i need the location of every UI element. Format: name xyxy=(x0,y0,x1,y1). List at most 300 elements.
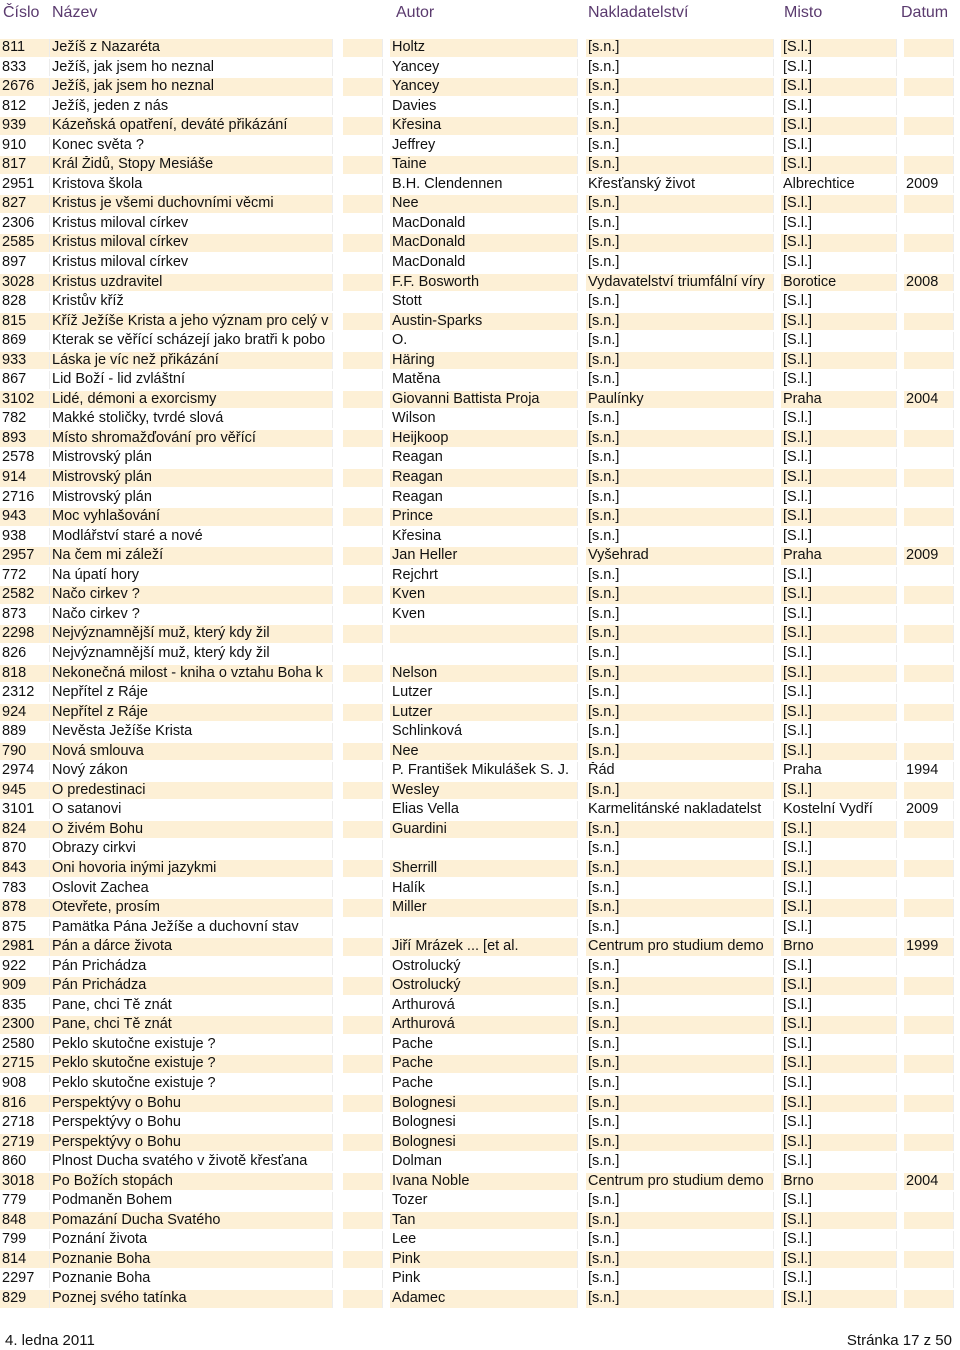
cell-empty xyxy=(343,508,383,526)
cell-empty xyxy=(343,1016,383,1034)
cell-empty xyxy=(343,98,383,116)
cell-place: [S.l.] xyxy=(781,567,897,585)
table-row xyxy=(0,996,960,1016)
cell-author: Matěna xyxy=(390,371,578,389)
table-row xyxy=(0,390,960,410)
cell-place: [S.l.] xyxy=(781,665,897,683)
cell-place: Albrechtice xyxy=(781,176,897,194)
cell-place: [S.l.] xyxy=(781,997,897,1015)
cell-place: [S.l.] xyxy=(781,1251,897,1269)
cell-empty xyxy=(343,840,383,858)
cell-author: MacDonald xyxy=(390,234,578,252)
cell-place: [S.l.] xyxy=(781,1075,897,1093)
cell-author: Křesina xyxy=(390,117,578,135)
column-header-id: Číslo xyxy=(3,4,40,21)
cell-id: 2300 xyxy=(0,1016,50,1034)
cell-empty xyxy=(343,137,383,155)
cell-id: 2312 xyxy=(0,684,50,702)
cell-name: Plnost Ducha svatého v životě křesťana xyxy=(50,1153,333,1171)
cell-year xyxy=(904,958,954,976)
cell-id: 2718 xyxy=(0,1114,50,1132)
footer-page-number: Stránka 17 z 50 xyxy=(846,1332,952,1349)
cell-name: Kristův kříž xyxy=(50,293,333,311)
table-row xyxy=(0,38,960,58)
cell-year xyxy=(904,1114,954,1132)
cell-publisher: [s.n.] xyxy=(586,254,774,272)
cell-place: [S.l.] xyxy=(781,821,897,839)
cell-name: Pán Prichádza xyxy=(50,958,333,976)
cell-author: Jeffrey xyxy=(390,137,578,155)
cell-empty xyxy=(343,1192,383,1210)
cell-id: 867 xyxy=(0,371,50,389)
table-row xyxy=(0,1172,960,1192)
cell-publisher: [s.n.] xyxy=(586,332,774,350)
cell-empty xyxy=(343,880,383,898)
cell-year xyxy=(904,821,954,839)
cell-publisher: [s.n.] xyxy=(586,410,774,428)
cell-year xyxy=(904,1036,954,1054)
cell-empty xyxy=(343,567,383,585)
cell-author: Stott xyxy=(390,293,578,311)
cell-place: [S.l.] xyxy=(781,625,897,643)
cell-name: O satanovi xyxy=(50,801,333,819)
table-row xyxy=(0,957,960,977)
cell-id: 2676 xyxy=(0,78,50,96)
cell-author: Davies xyxy=(390,98,578,116)
cell-id: 933 xyxy=(0,352,50,370)
cell-year xyxy=(904,625,954,643)
cell-author: Pache xyxy=(390,1036,578,1054)
cell-id: 2585 xyxy=(0,234,50,252)
cell-name: Kristus je všemi duchovními věcmi xyxy=(50,195,333,213)
cell-id: 897 xyxy=(0,254,50,272)
cell-empty xyxy=(343,821,383,839)
cell-id: 2981 xyxy=(0,938,50,956)
table-row xyxy=(0,214,960,234)
table-row xyxy=(0,527,960,547)
cell-author: Bolognesi xyxy=(390,1114,578,1132)
cell-name: Na čem mi záleží xyxy=(50,547,333,565)
cell-name: Otevřete, prosím xyxy=(50,899,333,917)
cell-empty xyxy=(343,215,383,233)
cell-name: Peklo skutočne existuje ? xyxy=(50,1055,333,1073)
cell-year xyxy=(904,137,954,155)
cell-publisher: [s.n.] xyxy=(586,919,774,937)
table-row xyxy=(0,233,960,253)
cell-place: [S.l.] xyxy=(781,489,897,507)
cell-id: 945 xyxy=(0,782,50,800)
cell-id: 824 xyxy=(0,821,50,839)
table-row xyxy=(0,136,960,156)
cell-publisher: [s.n.] xyxy=(586,684,774,702)
cell-empty xyxy=(343,1036,383,1054)
table-row xyxy=(0,546,960,566)
cell-id: 914 xyxy=(0,469,50,487)
cell-empty xyxy=(343,1095,383,1113)
cell-year xyxy=(904,1192,954,1210)
cell-name: Oslovit Zachea xyxy=(50,880,333,898)
cell-year xyxy=(904,1270,954,1288)
table-row xyxy=(0,1289,960,1309)
cell-name: Modlářství staré a nové xyxy=(50,528,333,546)
cell-publisher: [s.n.] xyxy=(586,586,774,604)
cell-place: [S.l.] xyxy=(781,860,897,878)
cell-empty xyxy=(343,704,383,722)
cell-publisher: [s.n.] xyxy=(586,156,774,174)
cell-author: Nee xyxy=(390,743,578,761)
cell-place: Praha xyxy=(781,547,897,565)
cell-year xyxy=(904,997,954,1015)
cell-empty xyxy=(343,410,383,428)
cell-author: Pink xyxy=(390,1251,578,1269)
cell-place: [S.l.] xyxy=(781,1114,897,1132)
cell-year xyxy=(904,528,954,546)
cell-author: Pache xyxy=(390,1055,578,1073)
table-row xyxy=(0,1230,960,1250)
cell-name: Pane, chci Tě znát xyxy=(50,997,333,1015)
cell-publisher: [s.n.] xyxy=(586,899,774,917)
cell-author: MacDonald xyxy=(390,215,578,233)
cell-name: Mistrovský plán xyxy=(50,449,333,467)
cell-publisher: [s.n.] xyxy=(586,1114,774,1132)
table-row xyxy=(0,175,960,195)
table-row xyxy=(0,1191,960,1211)
cell-id: 818 xyxy=(0,665,50,683)
cell-name: Mistrovský plán xyxy=(50,489,333,507)
cell-empty xyxy=(343,313,383,331)
cell-author xyxy=(390,645,578,663)
cell-empty xyxy=(343,1075,383,1093)
column-header-name: Název xyxy=(52,4,98,21)
cell-empty xyxy=(343,156,383,174)
cell-empty xyxy=(343,195,383,213)
table-row xyxy=(0,918,960,938)
cell-year xyxy=(904,195,954,213)
cell-publisher: [s.n.] xyxy=(586,293,774,311)
cell-year xyxy=(904,293,954,311)
cell-publisher: [s.n.] xyxy=(586,137,774,155)
table-row xyxy=(0,1269,960,1289)
cell-publisher: [s.n.] xyxy=(586,743,774,761)
table-row xyxy=(0,566,960,586)
cell-place: [S.l.] xyxy=(781,1095,897,1113)
cell-place: [S.l.] xyxy=(781,156,897,174)
cell-id: 3102 xyxy=(0,391,50,409)
cell-empty xyxy=(343,1251,383,1269)
cell-name: Podmaněn Bohem xyxy=(50,1192,333,1210)
table-row xyxy=(0,644,960,664)
cell-year xyxy=(904,1290,954,1308)
cell-year xyxy=(904,782,954,800)
cell-id: 812 xyxy=(0,98,50,116)
table-row xyxy=(0,781,960,801)
cell-year xyxy=(904,1212,954,1230)
cell-place: [S.l.] xyxy=(781,469,897,487)
cell-year: 2009 xyxy=(904,176,954,194)
cell-empty xyxy=(343,860,383,878)
table-row xyxy=(0,97,960,117)
cell-place: [S.l.] xyxy=(781,234,897,252)
table-row xyxy=(0,429,960,449)
cell-name: O živém Bohu xyxy=(50,821,333,839)
cell-author: B.H. Clendennen xyxy=(390,176,578,194)
table-row xyxy=(0,488,960,508)
cell-name: Kristus uzdravitel xyxy=(50,274,333,292)
cell-name: Nevěsta Ježíše Krista xyxy=(50,723,333,741)
cell-id: 2719 xyxy=(0,1134,50,1152)
cell-publisher: [s.n.] xyxy=(586,215,774,233)
cell-publisher: [s.n.] xyxy=(586,508,774,526)
cell-author: Ostrolucký xyxy=(390,958,578,976)
cell-place: [S.l.] xyxy=(781,449,897,467)
cell-id: 2582 xyxy=(0,586,50,604)
cell-year xyxy=(904,215,954,233)
cell-year xyxy=(904,1016,954,1034)
cell-publisher: [s.n.] xyxy=(586,528,774,546)
cell-id: 782 xyxy=(0,410,50,428)
cell-publisher: Karmelitánské nakladatelst xyxy=(586,801,774,819)
cell-place: [S.l.] xyxy=(781,313,897,331)
table-row xyxy=(0,1035,960,1055)
cell-year xyxy=(904,1134,954,1152)
cell-publisher: [s.n.] xyxy=(586,977,774,995)
cell-year xyxy=(904,665,954,683)
cell-name: Nekonečná milost - kniha o vztahu Boha k xyxy=(50,665,333,683)
table-row xyxy=(0,722,960,742)
cell-year xyxy=(904,684,954,702)
table-row xyxy=(0,331,960,351)
cell-publisher: [s.n.] xyxy=(586,371,774,389)
cell-name: Pamätka Pána Ježíše a duchovní stav xyxy=(50,919,333,937)
cell-place: [S.l.] xyxy=(781,684,897,702)
cell-year xyxy=(904,567,954,585)
cell-year: 2008 xyxy=(904,274,954,292)
cell-year xyxy=(904,1075,954,1093)
cell-empty xyxy=(343,449,383,467)
cell-publisher: [s.n.] xyxy=(586,234,774,252)
cell-author: Giovanni Battista Proja xyxy=(390,391,578,409)
cell-place: [S.l.] xyxy=(781,1055,897,1073)
cell-empty xyxy=(343,762,383,780)
cell-place: [S.l.] xyxy=(781,1270,897,1288)
cell-place: [S.l.] xyxy=(781,1016,897,1034)
cell-empty xyxy=(343,176,383,194)
cell-publisher: [s.n.] xyxy=(586,1134,774,1152)
cell-name: Mistrovský plán xyxy=(50,469,333,487)
cell-empty xyxy=(343,997,383,1015)
cell-name: Makké stoličky, tvrdé slová xyxy=(50,410,333,428)
cell-year xyxy=(904,98,954,116)
cell-place: [S.l.] xyxy=(781,528,897,546)
cell-author: Arthurová xyxy=(390,1016,578,1034)
table-row xyxy=(0,879,960,899)
cell-name: Oni hovoria inými jazykmi xyxy=(50,860,333,878)
cell-place: Praha xyxy=(781,762,897,780)
cell-author: Holtz xyxy=(390,39,578,57)
cell-empty xyxy=(343,274,383,292)
cell-empty xyxy=(343,547,383,565)
cell-author: Halík xyxy=(390,880,578,898)
table-row xyxy=(0,761,960,781)
cell-name: Kázeňská opatření, deváté přikázání xyxy=(50,117,333,135)
table-row xyxy=(0,155,960,175)
cell-author: Bolognesi xyxy=(390,1134,578,1152)
cell-id: 938 xyxy=(0,528,50,546)
cell-name: Ježíš z Nazaréta xyxy=(50,39,333,57)
cell-place: [S.l.] xyxy=(781,1231,897,1249)
cell-name: Kříž Ježíše Krista a jeho význam pro celý v xyxy=(50,313,333,331)
cell-empty xyxy=(343,59,383,77)
cell-place: [S.l.] xyxy=(781,1192,897,1210)
cell-id: 2306 xyxy=(0,215,50,233)
cell-author: Miller xyxy=(390,899,578,917)
cell-author: Ostrolucký xyxy=(390,977,578,995)
cell-publisher: [s.n.] xyxy=(586,723,774,741)
cell-year: 2004 xyxy=(904,391,954,409)
cell-publisher: [s.n.] xyxy=(586,195,774,213)
cell-place: [S.l.] xyxy=(781,78,897,96)
cell-author: Kven xyxy=(390,586,578,604)
cell-year xyxy=(904,743,954,761)
cell-author: Jan Heller xyxy=(390,547,578,565)
cell-empty xyxy=(343,625,383,643)
cell-author: Ivana Noble xyxy=(390,1173,578,1191)
cell-place: [S.l.] xyxy=(781,1036,897,1054)
cell-publisher: [s.n.] xyxy=(586,1016,774,1034)
cell-author: Dolman xyxy=(390,1153,578,1171)
cell-year xyxy=(904,352,954,370)
cell-name: Ježíš, jak jsem ho neznal xyxy=(50,78,333,96)
cell-publisher: Křesťanský život xyxy=(586,176,774,194)
cell-name: Nová smlouva xyxy=(50,743,333,761)
cell-id: 843 xyxy=(0,860,50,878)
cell-place: [S.l.] xyxy=(781,98,897,116)
cell-author: Reagan xyxy=(390,489,578,507)
cell-year: 2009 xyxy=(904,547,954,565)
cell-empty xyxy=(343,1212,383,1230)
cell-place: [S.l.] xyxy=(781,352,897,370)
cell-place: [S.l.] xyxy=(781,743,897,761)
cell-id: 815 xyxy=(0,313,50,331)
cell-year: 2004 xyxy=(904,1173,954,1191)
cell-empty xyxy=(343,1153,383,1171)
table-row xyxy=(0,859,960,879)
table-row xyxy=(0,507,960,527)
cell-id: 3101 xyxy=(0,801,50,819)
cell-place: [S.l.] xyxy=(781,645,897,663)
cell-empty xyxy=(343,645,383,663)
cell-empty xyxy=(343,391,383,409)
table-row xyxy=(0,253,960,273)
cell-author xyxy=(390,840,578,858)
cell-place: Praha xyxy=(781,391,897,409)
table-row xyxy=(0,292,960,312)
cell-name: Místo shromažďování pro věřící xyxy=(50,430,333,448)
cell-publisher: [s.n.] xyxy=(586,1075,774,1093)
cell-year xyxy=(904,1095,954,1113)
cell-name: Konec světa ? xyxy=(50,137,333,155)
cell-publisher: [s.n.] xyxy=(586,39,774,57)
cell-empty xyxy=(343,723,383,741)
cell-empty xyxy=(343,489,383,507)
cell-name: Kristova škola xyxy=(50,176,333,194)
cell-id: 870 xyxy=(0,840,50,858)
cell-name: Nepřítel z Ráje xyxy=(50,684,333,702)
cell-author: Schlinková xyxy=(390,723,578,741)
cell-id: 939 xyxy=(0,117,50,135)
cell-empty xyxy=(343,430,383,448)
cell-publisher: Řád xyxy=(586,762,774,780)
table-row xyxy=(0,1211,960,1231)
cell-empty xyxy=(343,332,383,350)
cell-place: [S.l.] xyxy=(781,215,897,233)
cell-id: 2297 xyxy=(0,1270,50,1288)
cell-publisher: [s.n.] xyxy=(586,1055,774,1073)
cell-name: Král Židů, Stopy Mesiáše xyxy=(50,156,333,174)
table-row xyxy=(0,937,960,957)
table-row xyxy=(0,1113,960,1133)
cell-place: [S.l.] xyxy=(781,704,897,722)
cell-id: 783 xyxy=(0,880,50,898)
cell-publisher: [s.n.] xyxy=(586,782,774,800)
cell-year xyxy=(904,860,954,878)
cell-year: 2009 xyxy=(904,801,954,819)
cell-author: Häring xyxy=(390,352,578,370)
cell-author: Taine xyxy=(390,156,578,174)
cell-name: Ježíš, jak jsem ho neznal xyxy=(50,59,333,77)
cell-publisher: [s.n.] xyxy=(586,449,774,467)
cell-id: 779 xyxy=(0,1192,50,1210)
cell-id: 908 xyxy=(0,1075,50,1093)
cell-name: Pane, chci Tě znát xyxy=(50,1016,333,1034)
cell-place: [S.l.] xyxy=(781,332,897,350)
cell-author: Elias Vella xyxy=(390,801,578,819)
cell-empty xyxy=(343,78,383,96)
table-row xyxy=(0,664,960,684)
cell-publisher: [s.n.] xyxy=(586,704,774,722)
cell-place: Kostelní Vydří xyxy=(781,801,897,819)
cell-name: Nejvýznamnější muž, který kdy žil xyxy=(50,645,333,663)
cell-author: Lee xyxy=(390,1231,578,1249)
cell-empty xyxy=(343,1290,383,1308)
cell-empty xyxy=(343,899,383,917)
cell-id: 829 xyxy=(0,1290,50,1308)
cell-name: Nový zákon xyxy=(50,762,333,780)
cell-place: [S.l.] xyxy=(781,117,897,135)
cell-place: [S.l.] xyxy=(781,899,897,917)
cell-year xyxy=(904,410,954,428)
cell-place: [S.l.] xyxy=(781,137,897,155)
table-row xyxy=(0,312,960,332)
cell-empty xyxy=(343,801,383,819)
cell-publisher: [s.n.] xyxy=(586,352,774,370)
cell-year xyxy=(904,78,954,96)
table-row xyxy=(0,77,960,97)
cell-publisher: [s.n.] xyxy=(586,821,774,839)
cell-empty xyxy=(343,469,383,487)
cell-id: 869 xyxy=(0,332,50,350)
cell-publisher: [s.n.] xyxy=(586,645,774,663)
cell-year xyxy=(904,899,954,917)
cell-name: Kterak se věřící scházejí jako bratři k pobo xyxy=(50,332,333,350)
footer-date: 4. ledna 2011 xyxy=(5,1332,95,1349)
cell-publisher: [s.n.] xyxy=(586,997,774,1015)
cell-author: Tan xyxy=(390,1212,578,1230)
cell-publisher: [s.n.] xyxy=(586,665,774,683)
cell-empty xyxy=(343,1055,383,1073)
cell-name: Peklo skutočne existuje ? xyxy=(50,1075,333,1093)
cell-name: Perspektývy o Bohu xyxy=(50,1134,333,1152)
